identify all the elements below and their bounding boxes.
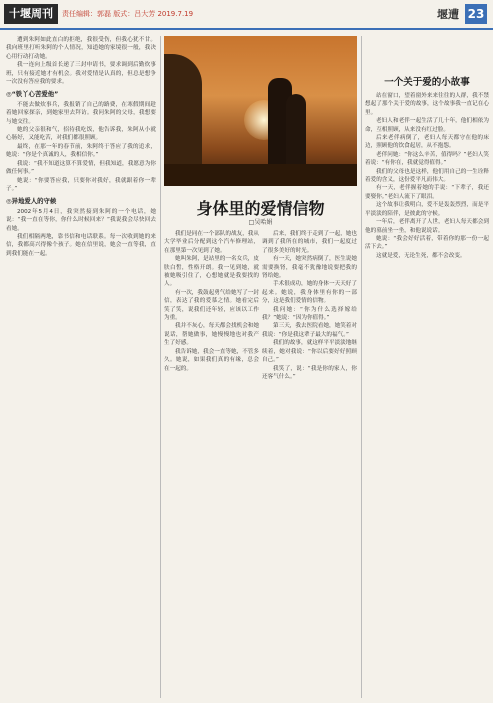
paragraph: 有一次，我鼓起勇气给她写了一封信，表达了我的爱慕之情。她看完后笑了笑，说我们还年轻，应该以工作为重。 [164, 289, 259, 322]
paragraph: 这就是爱，无论生死，都不会改变。 [376, 252, 466, 259]
paragraph: 这个故事让我明白，爱不是轰轰烈烈，而是平平淡淡的陪伴，是彼此的守候。 [365, 202, 489, 217]
paragraph: 老妇人和老伴一起生活了几十年，他们相依为命，互相照顾，从来没有红过脸。 [365, 118, 489, 133]
paragraph: 后来老伴病倒了，老妇人每天都守在他的床边，照顾他的饮食起居，从不抱怨。 [365, 135, 489, 150]
paragraph: 我们相隔两地，靠书信和电话联系。每一次收到她的来信，我都高兴得像个孩子。她在信里说，她会一直等我，直到我们能在一起。 [6, 233, 156, 257]
paragraph: 一年后，老伴离开了人世，老妇人每天都会到他的墓前坐一坐，和他说说话。 [365, 219, 489, 234]
page-number: 23 [465, 4, 487, 24]
header-rule [0, 28, 493, 30]
column-divider [361, 36, 362, 698]
paragraph: 她叫朱阿，是站里的一名女兵，皮肤白皙，性格开朗。我一见到她，就被她吸引住了，心想她就是我要找的人。 [164, 256, 259, 288]
column-4 [365, 92, 489, 698]
paragraph: 2002年5月4日，我突然接到朱阿的一个电话，她说：“我一直在等你，你什么时候回来？”我说我会尽快回去看她。 [6, 208, 156, 232]
masthead-logo: 十堰周刊 [4, 4, 58, 24]
masthead-meta: 责任编辑：郭磊 版式：吕大芳 2019.7.19 [62, 10, 194, 18]
article-photo [164, 36, 357, 186]
paragraph: 手术很成功，她的身体一天天好了起来。她说，我身体里有你的一部分，这是我们爱情的信物。 [262, 281, 357, 305]
column-2 [164, 230, 259, 698]
paragraph: 她说：“你要答应我，只要你对我好，我就跟着你一辈子。” [6, 177, 156, 192]
photo-ground [164, 164, 357, 186]
paragraph: 我告诉她，我会一直等她，不管多久。她说，如果我们真的有缘，总会在一起的。 [164, 348, 259, 372]
paragraph: 我说：“我不知道这算不算爱情，但我知道，我愿意为你做任何事。” [6, 160, 156, 176]
paragraph: 有一天，老伴握着她的手说：“下辈子，我还要娶你。”老妇人流下了眼泪。 [365, 185, 489, 200]
paragraph: 我们的故事，就这样平平淡淡地继续着，她对我说：“你以后要好好照顾自己。” [262, 340, 357, 364]
column-1 [6, 36, 156, 698]
masthead [0, 0, 493, 28]
subheading: ◎异地爱人的守候 [6, 197, 57, 206]
paragraph: 有一天，她突然病倒了，医生说她需要换肾，我毫不犹豫地说要把我的肾给她。 [262, 256, 357, 280]
paragraph: 我们是同在一个部队的战友，我从大学毕业后分配到这个汽车修理站，在那里第一次见到了她。 [164, 231, 259, 254]
paragraph: 她的父亲很和气，招待我吃饭，他告诉我，朱阿从小就心肠好，又能吃苦，对我们都很照顾。 [6, 127, 156, 142]
paragraph: 我们的父母也是这样，他们用自己的一生诠释着爱的含义，这份爱平凡而伟大。 [365, 168, 489, 184]
article-author: □吴哈娟 [248, 219, 273, 226]
subheading: ◎“铁丫心苦爱他” [6, 90, 59, 99]
paragraph: 我问她：“你为什么选择嫁给我？”她说：“因为你值得。” [262, 306, 357, 322]
article-title: 身体里的爱情信物 [196, 199, 325, 218]
paragraph: 我一连向上级首长递了三封申请书，要求调到后勤炊事班，只有接近她才有机会。我对爱情是认真的，但总是想争一次没有答应我的要求。 [6, 62, 156, 86]
column-divider [160, 36, 161, 698]
paragraph: 第三天，我去医院看她，她笑着对我说：“你是我这辈子最大的福气。” [262, 323, 357, 338]
section-title: 堰遭 [437, 8, 459, 21]
photo-tree [164, 54, 202, 174]
paragraph: 不能去做炊事兵，我报销了自己的路费，在寒假期间趁着她回家探亲，到她家里去拜访。我问朱阿的父母，我想要与她交往。 [6, 101, 156, 125]
paragraph: 遭到朱阿如此直白的拒绝，我很受伤，但我心犹不甘。我向班里打听朱阿的个人情况，知道她的家境很一般，我决心用行动打动她。 [6, 37, 156, 60]
paragraph: 我并不灰心，每天都会找机会和她说话，帮她做事，她慢慢地也对我产生了好感。 [164, 323, 259, 347]
paragraph: 她说：“我会好好活着，带着你的那一份一起活下去。” [365, 235, 489, 251]
column-3 [262, 230, 357, 698]
paragraph: 老伴问她：“你这么辛苦，值得吗？”老妇人笑着说：“有你在，我就觉得值得。” [365, 151, 489, 167]
sidebar-title: 一个关于爱的小故事 [384, 77, 470, 88]
paragraph: 我笑了，说：“我是你的家人，你还客气什么。” [262, 365, 357, 380]
paragraph: 最终，在那一年的春节前，朱阿终于答应了我的追求，她说：“你是个真诚的人，我相信你。” [6, 143, 156, 159]
paragraph: 后来，我们终于走到了一起，她也调到了我所在的城市，我们一起度过了很多美好的时光。 [262, 231, 357, 254]
paragraph: 站在窗口，望着窗外来来往往的人群，我不禁想起了那个关于爱的故事，这个故事我一直记在心里。 [365, 93, 489, 116]
